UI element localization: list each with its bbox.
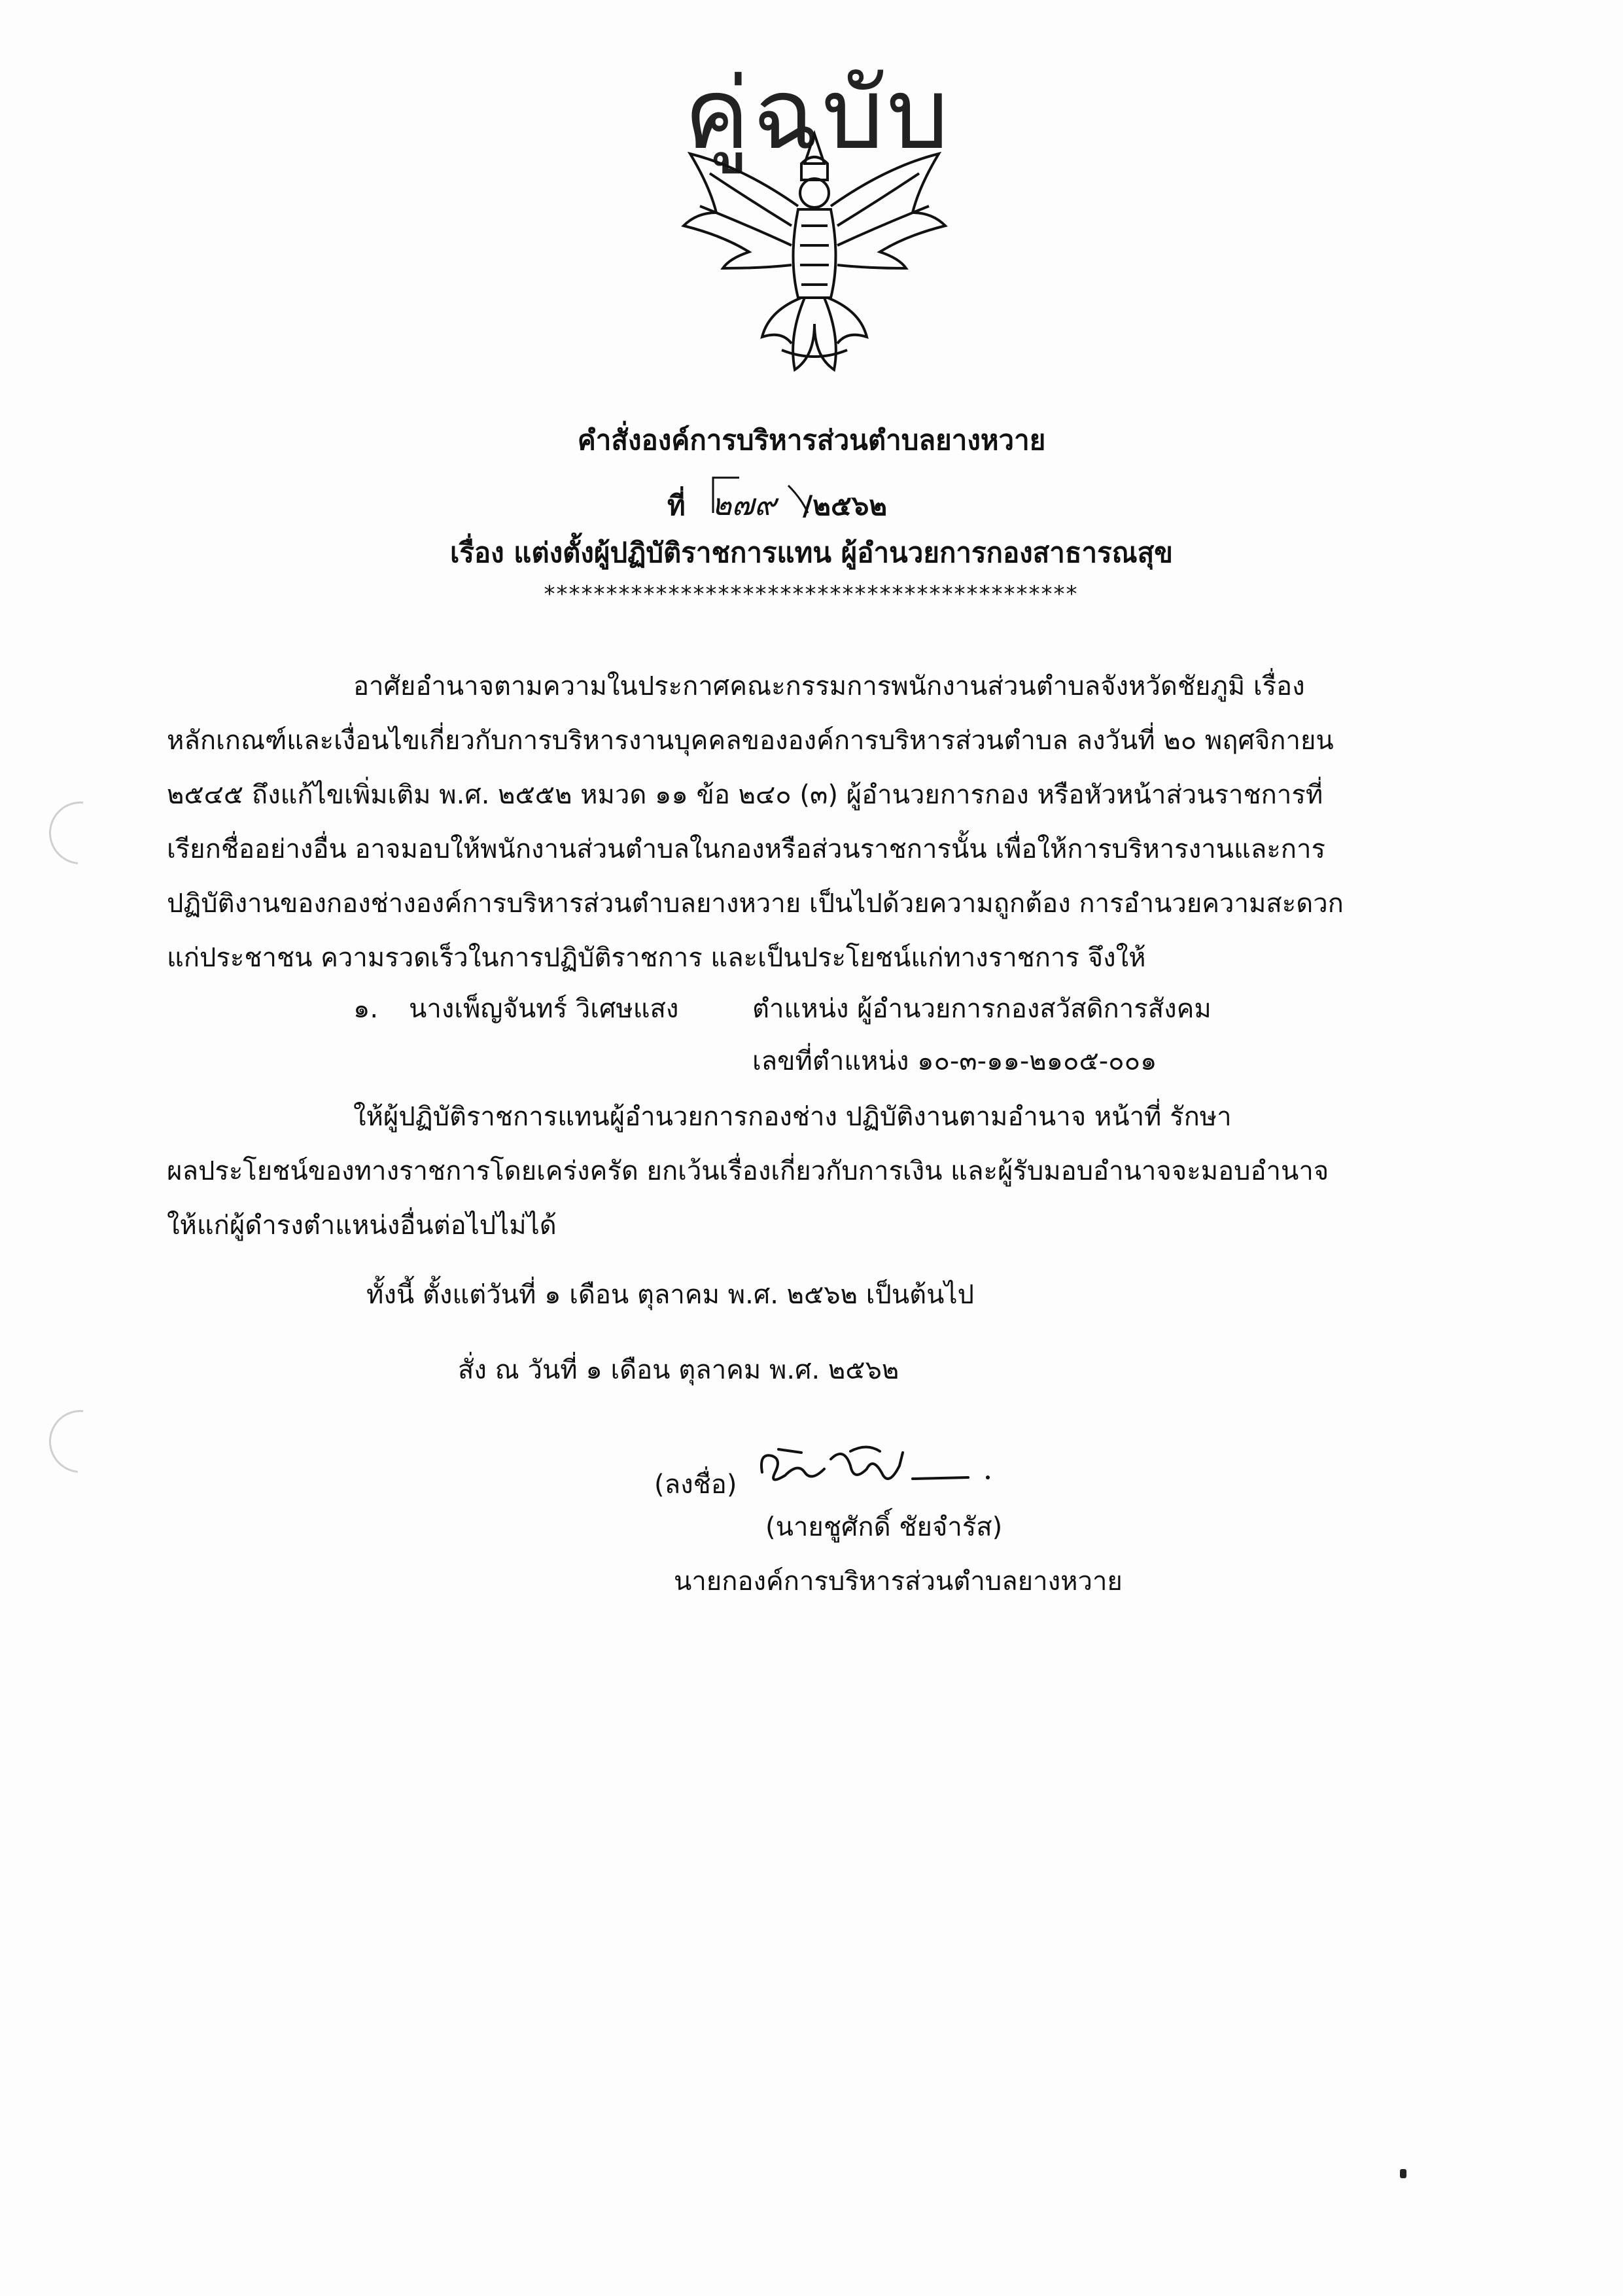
para2-line: ผลประโยชน์ของทางราชการโดยเคร่งครัด ยกเว้นเรื่องเกี่ยวกับการเงิน และผู้รับมอบอำนาจจะมอบอำนาจ [167,1156,1329,1186]
effective-date: ทั้งนี้ ตั้งแต่วันที่ ๑ เดือน ตุลาคม พ.ศ. ๒๕๖๒ เป็นต้นไป [366,1280,974,1310]
separator-stars: ******************************************* [544,581,1079,607]
signer-name: (นายชูศักดิ์ ชัยจำรัส) [765,1512,1003,1542]
order-number-prefix: ที่ [667,489,686,521]
para1-line: อาศัยอำนาจตามความในประกาศคณะกรรมการพนักงานส่วนตำบลจังหวัดชัยภูมิ เรื่อง [353,671,1305,701]
para1-line: เรียกชื่ออย่างอื่น อาจมอบให้พนักงานส่วนตำบลในกองหรือส่วนราชการนั้น เพื่อให้การบริหารงานและการ [167,834,1325,864]
punch-hole-mark [36,1397,124,1485]
garuda-emblem-icon [671,128,958,376]
appointee-position-no: เลขที่ตำแหน่ง ๑๐-๓-๑๑-๒๑๐๕-๐๐๑ [752,1046,1157,1076]
order-title: คำสั่งองค์การบริหารส่วนตำบลยางหวาย [577,424,1046,456]
signature-label: (ลงชื่อ) [654,1470,737,1500]
handwritten-signature [752,1439,1001,1498]
appointee-position: ตำแหน่ง ผู้อำนวยการกองสวัสดิการสังคม [752,994,1212,1024]
punch-hole-mark [36,788,124,877]
para1-line: หลักเกณฑ์และเงื่อนไขเกี่ยวกับการบริหารงานบุคคลขององค์การบริหารส่วนตำบล ลงวันที่ ๒๐ พฤศจิกายน [167,726,1334,756]
signer-title: นายกองค์การบริหารส่วนตำบลยางหวาย [674,1566,1123,1597]
copy-stamp: คู่ฉบับ [684,58,952,171]
appointee-index: ๑. [353,994,379,1024]
handwritten-box-mark [710,472,811,518]
para1-line: ๒๕๔๕ ถึงแก้ไขเพิ่มเติม พ.ศ. ๒๕๕๒ หมวด ๑๑ ข้อ ๒๔๐ (๓) ผู้อำนวยการกอง หรือหัวหน้าส่วนราชการที่ [167,780,1323,810]
order-number-suffix: /๒๕๖๒ [802,489,888,521]
para1-line: แก่ประชาชน ความรวดเร็วในการปฏิบัติราชการ และเป็นประโยชน์แก่ทางราชการ จึงให้ [167,943,1146,973]
scan-speck [1400,2169,1406,2178]
appointee-name: นางเพ็ญจันทร์ วิเศษแสง [409,994,679,1024]
para2-line: ให้ผู้ปฏิบัติราชการแทนผู้อำนวยการกองช่าง ปฏิบัติงานตามอำนาจ หน้าที่ รักษา [353,1102,1232,1132]
para2-line: ให้แก่ผู้ดำรงตำแหน่งอื่นต่อไปไม่ได้ [167,1210,557,1241]
order-subject: เรื่อง แต่งตั้งผู้ปฏิบัติราชการแทน ผู้อำนวยการกองสาธารณสุข [450,537,1173,569]
ordered-date: สั่ง ณ วันที่ ๑ เดือน ตุลาคม พ.ศ. ๒๕๖๒ [458,1355,899,1385]
para1-line: ปฏิบัติงานของกองช่างองค์การบริหารส่วนตำบลยางหวาย เป็นไปด้วยความถูกต้อง การอำนวยความสะดวก [167,889,1344,919]
order-number-handwritten: ๒๗๙ [712,487,777,522]
